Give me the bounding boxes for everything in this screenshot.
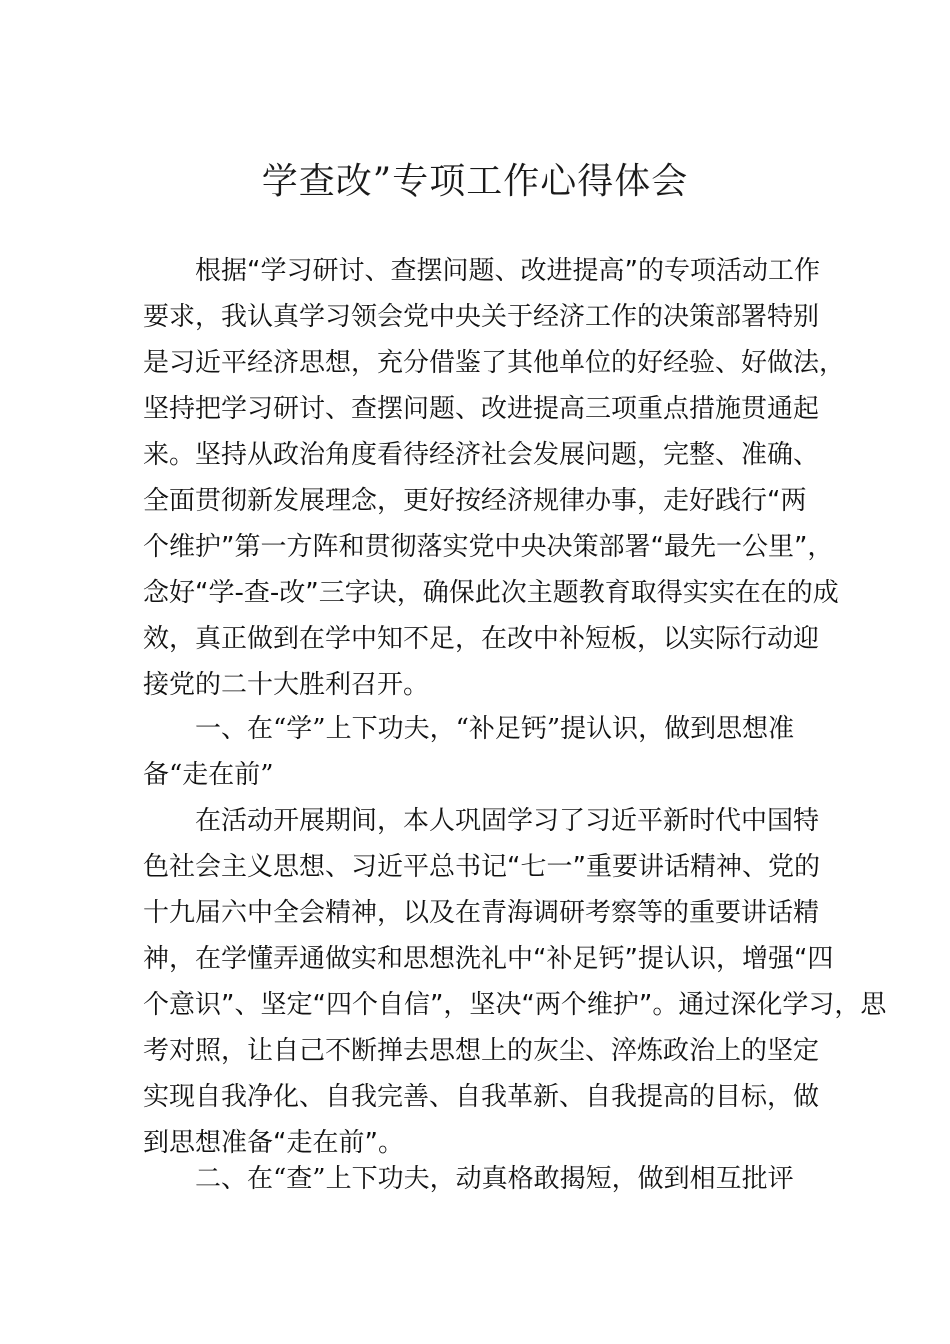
- paragraph-line: 来。坚持从政治角度看待经济社会发展问题，完整、准确、: [143, 440, 820, 470]
- heading-line: 二、在“查”上下功夫，动真格敢揭短，做到相互批评: [195, 1164, 794, 1194]
- paragraph-2: [143, 798, 887, 1166]
- paragraph-line: 全面贯彻新发展理念，更好按经济规律办事，走好践行“两: [143, 486, 807, 516]
- paragraph-line: 神，在学懂弄通做实和思想洗礼中“补足钙”提认识，增强“四: [143, 944, 834, 974]
- paragraph-line: 考对照，让自己不断掸去思想上的灰尘、淬炼政治上的坚定: [143, 1036, 820, 1066]
- paragraph-line: 十九届六中全会精神，以及在青海调研考察等的重要讲话精: [143, 898, 820, 928]
- paragraph-line: 在活动开展期间，本人巩固学习了习近平新时代中国特: [195, 806, 820, 836]
- paragraph-line: 根据“学习研讨、查摆问题、改进提高”的专项活动工作: [195, 256, 820, 286]
- paragraph-line: 实现自我净化、自我完善、自我革新、自我提高的目标，做: [143, 1082, 820, 1112]
- section-heading-1: [143, 706, 823, 798]
- paragraph-line: 个意识”、坚定“四个自信”，坚决“两个维护”。通过深化学习，思: [143, 990, 887, 1020]
- heading-line: 备“走在前”: [143, 760, 274, 790]
- paragraph-1: [143, 248, 846, 708]
- paragraph-line: 效，真正做到在学中知不足，在改中补短板，以实际行动迎: [143, 624, 820, 654]
- paragraph-line: 色社会主义思想、习近平总书记“七一”重要讲话精神、党的: [143, 852, 820, 882]
- paragraph-line: 要求，我认真学习领会党中央关于经济工作的决策部署特别: [143, 302, 820, 332]
- paragraph-line: 坚持把学习研讨、查摆问题、改进提高三项重点措施贯通起: [143, 394, 820, 424]
- paragraph-line: 念好“学-查-改”三字诀，确保此次主题教育取得实实在在的成: [143, 578, 839, 608]
- section-heading-2: [143, 1156, 823, 1202]
- paragraph-line: 个维护”第一方阵和贯彻落实党中央决策部署“最先一公里”，: [143, 532, 834, 562]
- document-title: 学查改”专项工作心得体会: [261, 161, 689, 202]
- heading-line: 一、在“学”上下功夫，“补足钙”提认识，做到思想准: [195, 714, 795, 744]
- paragraph-line: 接党的二十大胜利召开。: [143, 670, 430, 700]
- paragraph-line: 到思想准备“走在前”。: [143, 1128, 404, 1158]
- paragraph-line: 是习近平经济思想，充分借鉴了其他单位的好经验、好做法，: [143, 348, 846, 378]
